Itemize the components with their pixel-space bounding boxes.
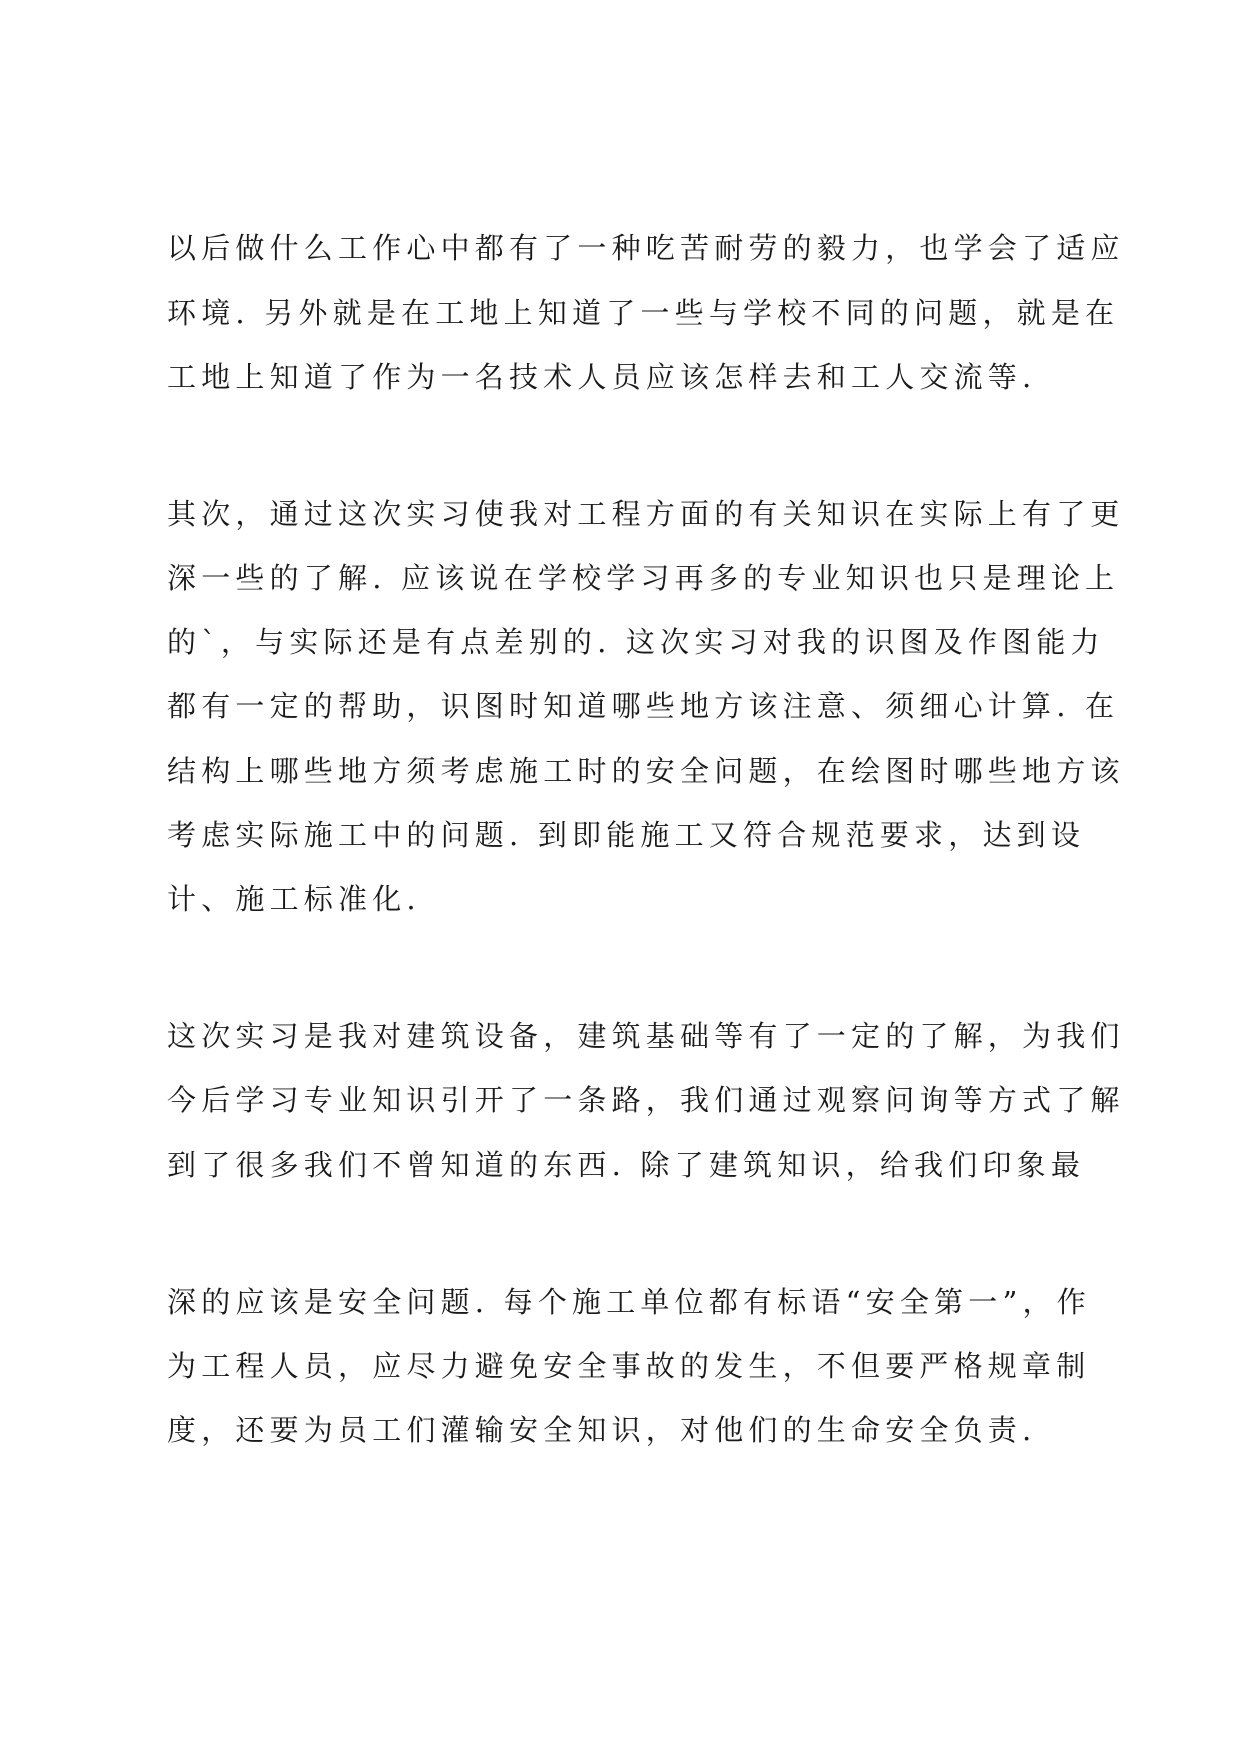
text-line: 到了很多我们不曾知道的东西. 除了建筑知识，给我们印象最 — [167, 1148, 1086, 1182]
text-line: 其次，通过这次实习使我对工程方面的有关知识在实际上有了更 — [167, 497, 1125, 531]
text-line: 的`，与实际还是有点差别的. 这次实习对我的识图及作图能力 — [167, 625, 1105, 659]
text-line: 以后做什么工作心中都有了一种吃苦耐劳的毅力，也学会了适应 — [167, 231, 1125, 265]
text-line: 这次实习是我对建筑设备，建筑基础等有了一定的了解，为我们 — [167, 1019, 1125, 1053]
text-line: 环境. 另外就是在工地上知道了一些与学校不同的问题，就是在 — [167, 296, 1120, 330]
text-line: 工地上知道了作为一名技术人员应该怎样去和工人交流等. — [167, 360, 1037, 394]
text-line: 今后学习专业知识引开了一条路，我们通过观察问询等方式了解 — [167, 1083, 1125, 1117]
text-line: 为工程人员，应尽力避免安全事故的发生，不但要严格规章制 — [167, 1349, 1091, 1383]
text-line: 计、施工标准化. — [167, 882, 421, 916]
text-line: 深的应该是安全问题. 每个施工单位都有标语“安全第一”，作 — [167, 1285, 1091, 1319]
text-line: 深一些的了解. 应该说在学校学习再多的专业知识也只是理论上 — [167, 561, 1120, 595]
text-line: 考虑实际施工中的问题. 到即能施工又符合规范要求，达到设 — [167, 818, 1086, 852]
text-line: 结构上哪些地方须考虑施工时的安全问题，在绘图时哪些地方该 — [167, 754, 1125, 788]
text-line: 都有一定的帮助，识图时知道哪些地方该注意、须细心计算. 在 — [167, 689, 1120, 723]
text-line: 度，还要为员工们灌输安全知识，对他们的生命安全负责. — [167, 1413, 1037, 1447]
